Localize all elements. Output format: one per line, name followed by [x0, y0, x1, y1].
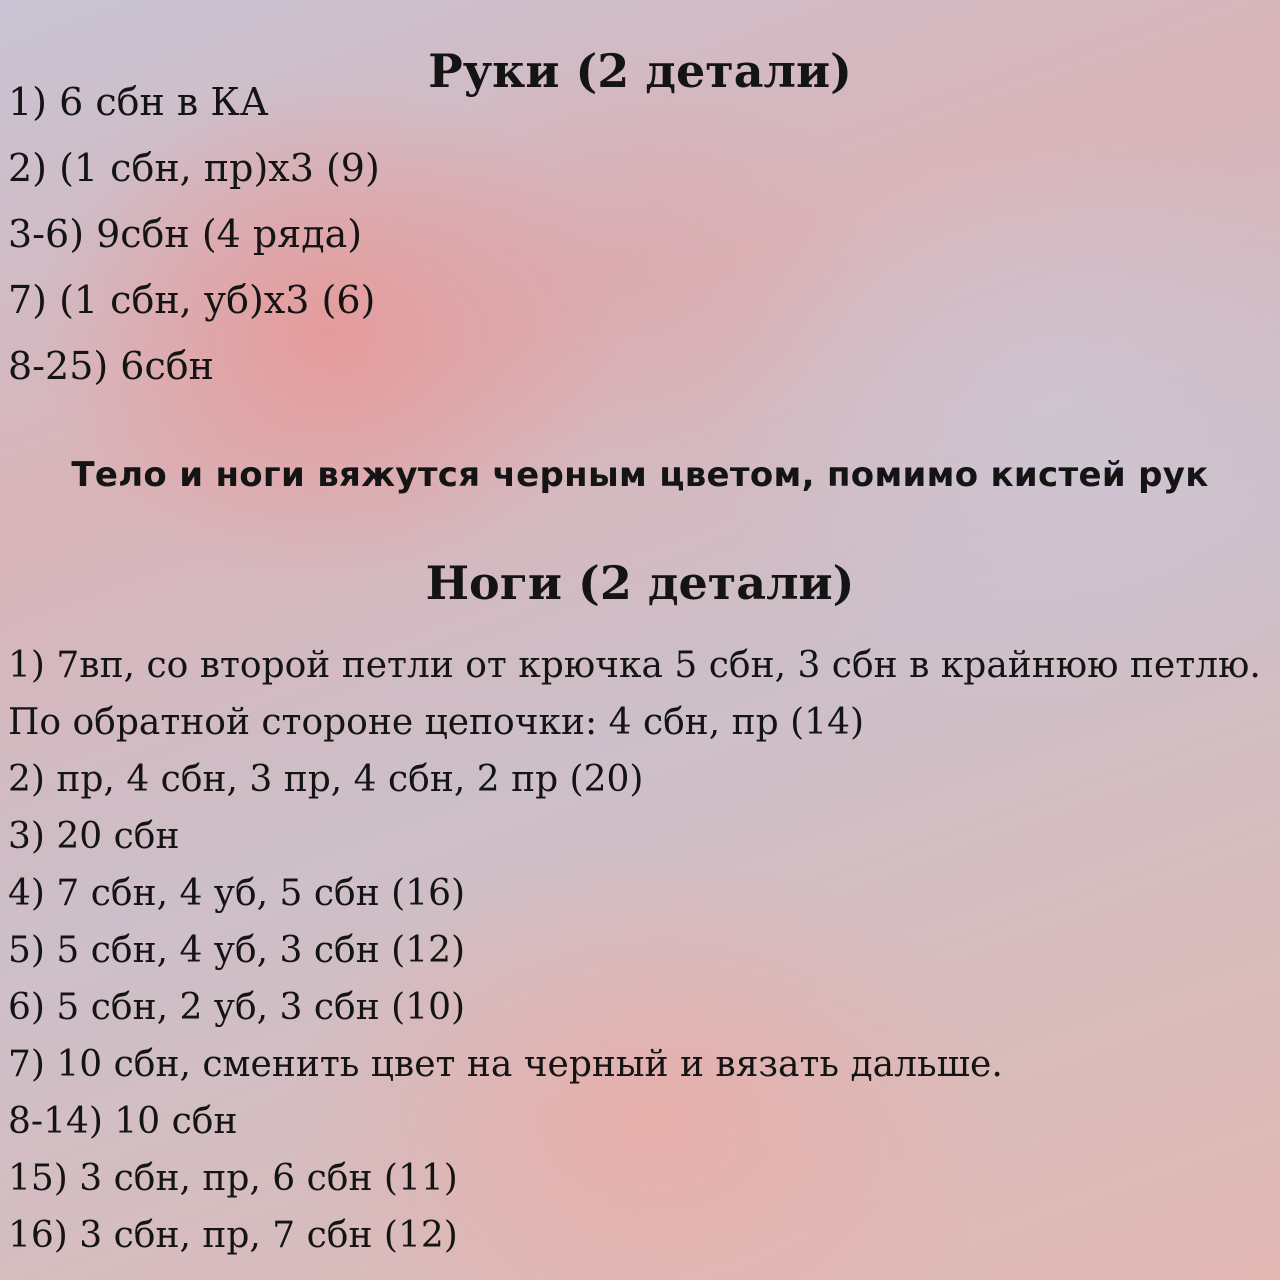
legs-rows: [8, 640, 1261, 1267]
legs-title: Ноги (2 детали): [425, 556, 855, 610]
legs-row: 8-14) 10 сбн: [8, 1101, 238, 1142]
legs-row: 6) 5 сбн, 2 уб, 3 сбн (10): [8, 987, 466, 1028]
arms-row: 2) (1 сбн, пр)х3 (9): [8, 146, 380, 190]
arms-row: 3-6) 9сбн (4 ряда): [8, 212, 363, 256]
legs-row: 1) 7вп, со второй петли от крючка 5 сбн, 3 сбн в крайнюю петлю.: [8, 645, 1261, 686]
legs-row: 5) 5 сбн, 4 уб, 3 сбн (12): [8, 930, 466, 971]
arms-row: 8-25) 6сбн: [8, 344, 214, 388]
legs-row: 4) 7 сбн, 4 уб, 5 сбн (16): [8, 873, 466, 914]
arms-rows: [8, 76, 380, 406]
legs-row: 16) 3 сбн, пр, 7 сбн (12): [8, 1215, 458, 1256]
arms-row: 7) (1 сбн, уб)х3 (6): [8, 278, 376, 322]
legs-row: 2) пр, 4 сбн, 3 пр, 4 сбн, 2 пр (20): [8, 759, 644, 800]
arms-title: Руки (2 детали): [428, 44, 852, 98]
legs-row: 3) 20 сбн: [8, 816, 180, 857]
legs-row: По обратной стороне цепочки: 4 сбн, пр (14): [8, 702, 865, 743]
legs-row: 7) 10 сбн, сменить цвет на черный и вязать дальше.: [8, 1044, 1003, 1085]
color-note: Тело и ноги вяжутся черным цветом, помимо кистей рук: [71, 455, 1209, 495]
arms-row: 1) 6 сбн в КА: [8, 80, 269, 124]
legs-row: 15) 3 сбн, пр, 6 сбн (11): [8, 1158, 458, 1199]
